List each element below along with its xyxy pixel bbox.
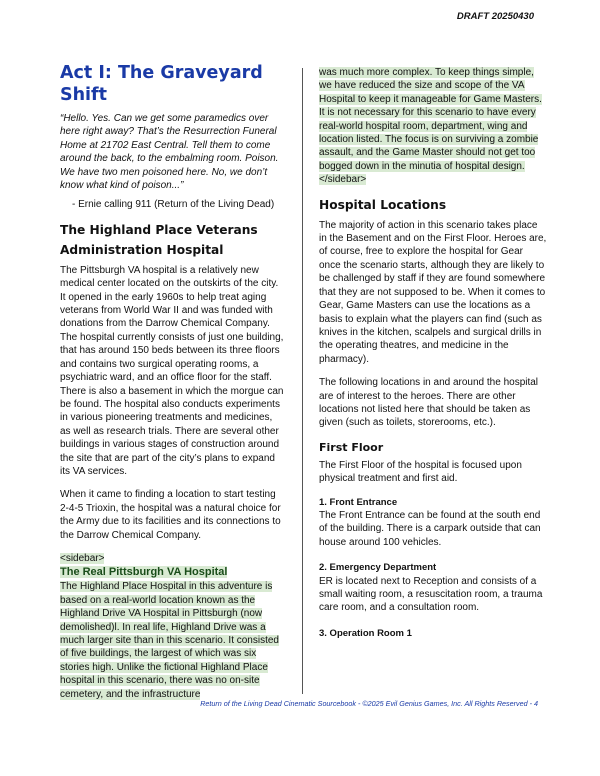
location-operation-room — [319, 627, 547, 640]
location-text: ER is located next to Reception and consists of a small waiting room, a resuscitation room, a trauma care room, and a consultation room. — [319, 575, 543, 614]
column-divider — [302, 68, 303, 694]
location-front-entrance — [319, 496, 547, 550]
sidebar-open-tag: <sidebar> — [60, 552, 105, 564]
sidebar-close-tag: </sidebar> — [319, 174, 367, 186]
quote-attribution: - Ernie calling 911 (Return of the Living Dead) — [72, 199, 275, 211]
sidebar-title-row — [60, 565, 285, 580]
first-floor-title: First Floor — [319, 440, 384, 454]
left-column — [60, 62, 285, 701]
sidebar-start — [60, 552, 285, 565]
hospital-description: The Pittsburgh VA hospital is a relatively new medical center located on the outskirts of the city. It opened in the early 1960s to help treat aging veterans from World War II and was funded with donations from the Darrow Chemical Company. The hospital currently consists of just one building, that has around 150 beds between its three floors and contains two surgical operating rooms, a psychiatric ward, and an office floor for the staff. There is also a basement in which the morgue can be found. The hospital also conducts experiments in various pioneering treatments and medicines, as well as research trials. There are several other buildings in various stages of construction around the site that are part of the city’s plans to expand its VA services. — [60, 264, 284, 477]
locations-paragraph-2: The following locations in and around the hospital are of interest to the heroes. There are other locations not listed here that should be taken as given (such as toilets, storerooms, etc.). — [319, 377, 539, 429]
location-heading: 2. Emergency Department — [319, 562, 437, 574]
sidebar-title: The Real Pittsburgh VA Hospital — [60, 566, 228, 579]
locations-title: Hospital Locations — [319, 197, 447, 212]
act-title: Act I: The Graveyard Shift — [60, 63, 263, 105]
sidebar-body-right — [319, 66, 547, 173]
location-heading: 3. Operation Room 1 — [319, 627, 412, 639]
page-footer: Return of the Living Dead Cinematic Sourcebook - ©2025 Evil Genius Games, Inc. All Rights Reserved - 4 — [200, 699, 538, 708]
sidebar-body-left — [60, 580, 285, 701]
sidebar-text-left: The Highland Place Hospital in this adventure is based on a real-world location known as the Highland Drive VA Hospital in Pittsburgh (now demolished)l. In real life, Highland Drive was a much larger site than in this scenario. It consisted of five buildings, the largest of which was six stories high. Unlike the fictional Highland Place hospital in this scenario, there was no on-site cemetery, and the infrastructure — [60, 581, 279, 700]
trioxin-paragraph: When it came to finding a location to start testing 2-4-5 Trioxin, the hospital was a natural choice for the Army due to its facilities and its connections to the Darrow Chemical Company. — [60, 489, 281, 541]
location-emergency-department — [319, 561, 547, 615]
section-title: The Highland Place Veterans Administration Hospital — [60, 222, 258, 257]
locations-paragraph-1: The majority of action in this scenario takes place in the Basement and on the First Floor. Heroes are, of course, free to explore the hospital for Gear once the scenario starts, although they are likely to be challenged by staff if they are found somewhere that they are not supposed to be. When it comes to Gear, Game Masters can use the locations as a basis to explain what the players can find (such as knives in the kitchen, scalpels and surgical drills in the operating theatres, and medicine in the pharmacy). — [319, 219, 547, 365]
sidebar-text-right: was much more complex. To keep things simple, we have reduced the size and scope of the VA Hospital to keep it manageable for Game Masters. It is not necessary for this scenario to have every real-world hospital room, department, wing and location listed. The focus is on surviving a zombie assault, and the Game Master should not get too bogged down in the minutia of hospital design. — [319, 67, 542, 172]
opening-quote: “Hello. Yes. Can we get some paramedics over here right away? That’s the Resurrection Funeral Home at 21702 East Central. Tell them to come around the back, to the embalming room. Poison. We have two men poisoned here. No, we don’t know what kind of poison...” — [60, 113, 279, 192]
first-floor-paragraph: The First Floor of the hospital is focused upon physical treatment and first aid. — [319, 459, 522, 485]
sidebar-end — [319, 173, 547, 186]
location-text: The Front Entrance can be found at the south end of the building. There is a carpark outside that can house around 100 vehicles. — [319, 509, 541, 548]
location-heading: 1. Front Entrance — [319, 496, 398, 508]
draft-label: DRAFT 20250430 — [456, 11, 534, 22]
right-column — [319, 66, 547, 652]
